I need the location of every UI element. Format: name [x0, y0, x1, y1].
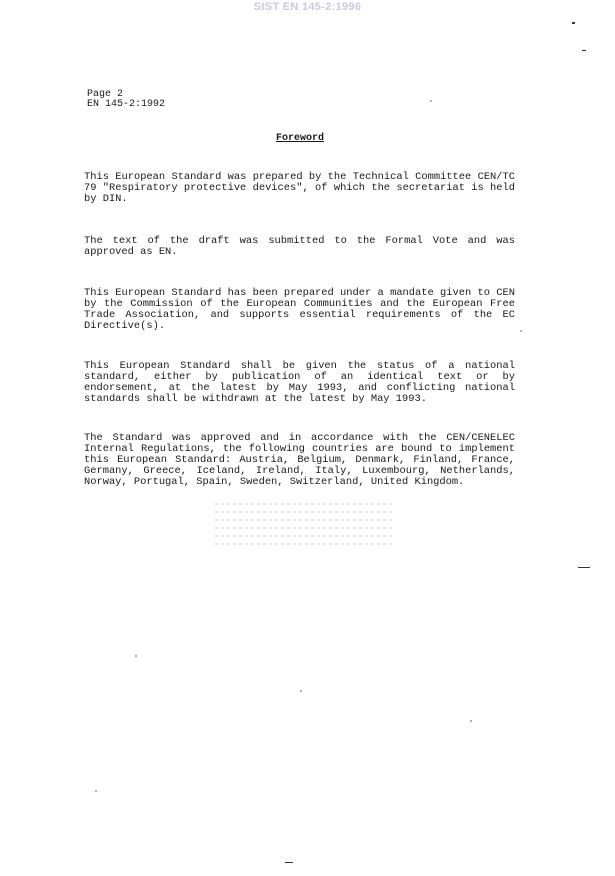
paragraph-line: The text of the draft was submitted to the Formal Vote and was — [84, 235, 515, 247]
paragraph-line: Internal Regulations, the following countries are bound to implement — [84, 443, 515, 455]
paragraph-line: Directive(s). — [84, 320, 166, 332]
paragraph-line: by DIN. — [84, 193, 128, 205]
paragraph-line: approved as EN. — [84, 246, 178, 258]
paragraph-line: This European Standard was prepared by the Technical Committee CEN/TC — [84, 171, 515, 183]
scan-mark — [572, 22, 575, 24]
paragraph-line: Germany, Greece, Iceland, Ireland, Italy, Luxembourg, Netherlands, — [84, 465, 515, 477]
foreword-heading: Foreword — [275, 133, 324, 144]
paragraph-line: This European Standard shall be given the status of a national — [84, 360, 515, 372]
scan-mark — [578, 567, 590, 568]
paragraph-line: Norway, Portugal, Spain, Sweden, Switzerland, United Kingdom. — [84, 476, 465, 488]
paragraph-formal-vote — [84, 236, 515, 258]
scan-speck — [135, 655, 137, 657]
paragraph-countries — [84, 433, 515, 488]
scan-speck — [430, 100, 432, 102]
scan-mark — [285, 862, 293, 863]
watermark: SIST EN 145-2:1996 — [253, 1, 362, 13]
scan-speck — [95, 790, 97, 792]
paragraph-line: standards shall be withdrawn at the latest by May 1993. — [84, 393, 427, 405]
scan-speck — [470, 720, 472, 722]
paragraph-national-status — [84, 361, 515, 405]
scan-speck — [520, 330, 522, 332]
paragraph-line: This European Standard has been prepared under a mandate given to CEN — [84, 287, 515, 299]
paragraph-line: by the Commission of the European Communities and the European Free — [84, 298, 515, 310]
show-through-text — [215, 497, 395, 557]
paragraph-line: this European Standard: Austria, Belgium, Denmark, Finland, France, — [84, 454, 515, 466]
paragraph-line: 79 "Respiratory protective devices", of which the secretariat is held — [84, 182, 515, 194]
paragraph-mandate — [84, 288, 515, 332]
page-header — [87, 90, 165, 110]
scan-mark — [582, 50, 586, 51]
paragraph-line: The Standard was approved and in accordance with the CEN/CENELEC — [84, 432, 515, 444]
standard-reference: EN 145-2:1992 — [87, 99, 166, 110]
paragraph-line: standard, either by publication of an identical text or by — [84, 371, 515, 383]
page-number: Page 2 — [87, 89, 124, 100]
paragraph-technical-committee — [84, 172, 515, 205]
paragraph-line: Trade Association, and supports essential requirements of the EC — [84, 309, 515, 321]
scan-speck — [300, 690, 302, 692]
paragraph-line: endorsement, at the latest by May 1993, and conflicting national — [84, 382, 515, 394]
